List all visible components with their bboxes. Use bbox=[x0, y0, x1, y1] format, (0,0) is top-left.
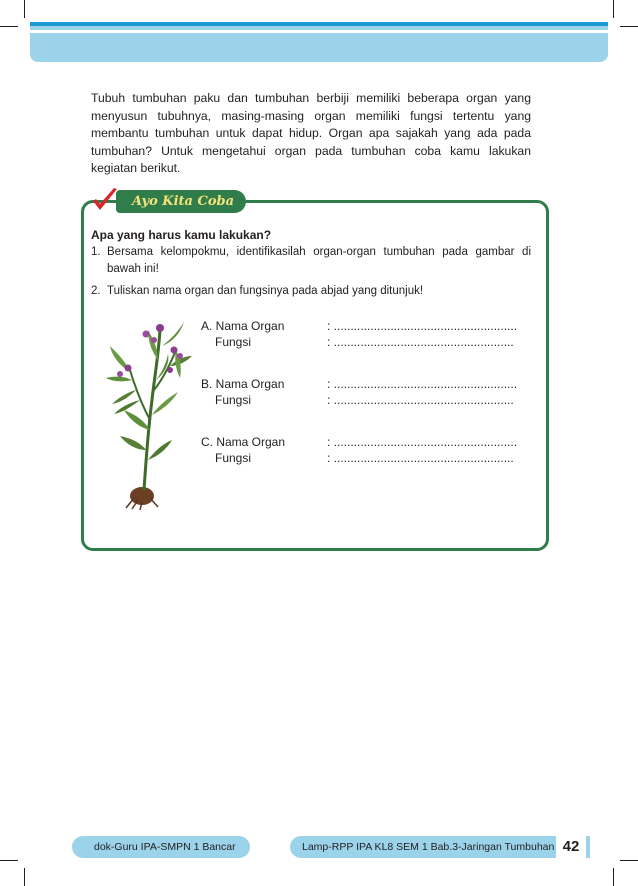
crop-mark bbox=[620, 860, 638, 861]
organ-function-blank: : ...................................................... bbox=[327, 393, 514, 407]
organ-name-row bbox=[201, 434, 517, 450]
crop-mark bbox=[0, 26, 18, 27]
organ-function-row bbox=[201, 334, 517, 350]
header-stripe bbox=[30, 30, 608, 33]
organ-function-label: Fungsi bbox=[215, 335, 252, 349]
plant-illustration bbox=[100, 310, 192, 510]
organ-name-row bbox=[201, 318, 517, 334]
crop-mark bbox=[613, 0, 614, 18]
footer-left-label: dok-Guru IPA-SMPN 1 Bancar bbox=[72, 836, 250, 858]
organ-function-row bbox=[201, 450, 517, 466]
organ-function-label: Fungsi bbox=[215, 451, 252, 465]
step-number: 1. bbox=[91, 246, 101, 258]
organ-function-blank: : ...................................................... bbox=[327, 335, 514, 349]
organ-name-blank: : ....................................................... bbox=[327, 435, 518, 449]
red-checkmark-icon bbox=[90, 186, 120, 216]
ayo-kita-coba-badge bbox=[90, 188, 246, 214]
organ-name-label: C. Nama Organ bbox=[201, 435, 286, 449]
step-number: 2. bbox=[91, 285, 101, 297]
organ-name-blank: : ....................................................... bbox=[327, 319, 518, 333]
organ-group-a bbox=[201, 318, 517, 350]
organ-group-b bbox=[201, 376, 517, 408]
organ-fill-list bbox=[201, 318, 517, 492]
badge-label: Ayo Kita Coba bbox=[116, 190, 246, 213]
step-text: Bersama kelompokmu, identifikasilah organ-organ tumbuhan pada gambar di bawah ini! bbox=[107, 246, 531, 275]
crop-mark bbox=[620, 26, 638, 27]
page-number: 42 bbox=[556, 834, 586, 860]
organ-function-row bbox=[201, 392, 517, 408]
organ-name-blank: : ....................................................... bbox=[327, 377, 518, 391]
organ-name-label: A. Nama Organ bbox=[201, 319, 285, 333]
intro-paragraph: Tubuh tumbuhan paku dan tumbuhan berbiji memiliki beberapa organ yang menyusun tubuhnya, masing-masing organ memiliki fungsi tertentu yang membantu tumbuhan untuk dapat hidup. Organ apa sajakah yang ada pada tumbuhan? Untuk mengetahui organ pada tumbuhan coba kamu lakukan kegiatan berikut. bbox=[91, 91, 531, 175]
activity-steps bbox=[91, 244, 531, 305]
footer-right-label: Lamp-RPP IPA KL8 SEM 1 Bab.3-Jaringan Tumbuhan bbox=[290, 836, 590, 858]
organ-name-row bbox=[201, 376, 517, 392]
organ-function-label: Fungsi bbox=[215, 393, 252, 407]
organ-name-label: B. Nama Organ bbox=[201, 377, 285, 391]
step-item bbox=[91, 283, 531, 300]
crop-mark bbox=[0, 860, 18, 861]
activity-question: Apa yang harus kamu lakukan? bbox=[91, 228, 272, 242]
crop-mark bbox=[24, 0, 25, 18]
crop-mark bbox=[24, 868, 25, 886]
step-text: Tuliskan nama organ dan fungsinya pada abjad yang ditunjuk! bbox=[107, 285, 424, 297]
organ-group-c bbox=[201, 434, 517, 466]
crop-mark bbox=[613, 868, 614, 886]
organ-function-blank: : ...................................................... bbox=[327, 451, 514, 465]
step-item bbox=[91, 244, 531, 278]
header-band bbox=[30, 22, 608, 62]
